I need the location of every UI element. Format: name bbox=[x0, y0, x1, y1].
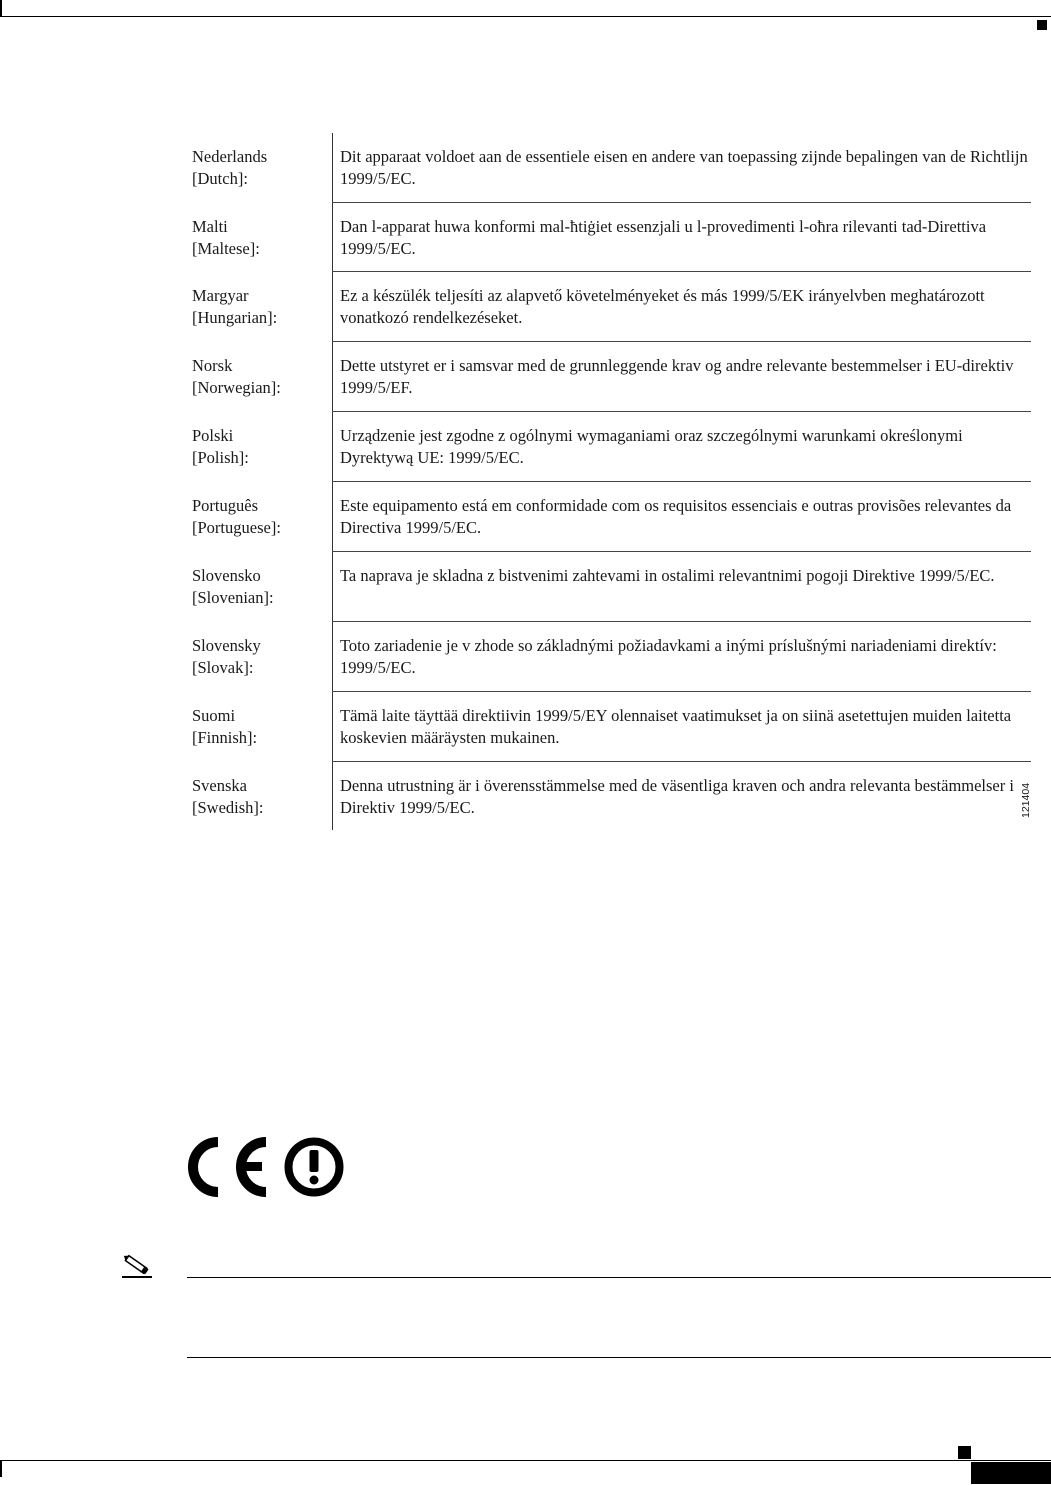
language-name: Svenska bbox=[192, 776, 247, 795]
language-cell bbox=[192, 495, 327, 539]
alert-mark bbox=[289, 1142, 340, 1193]
declaration-text: Ta naprava je skladna z bistvenimi zahtevami in ostalimi relevantnimi pogoji Direktive 1999/5/EC. bbox=[340, 566, 995, 585]
header-rule bbox=[0, 16, 1051, 17]
declaration-row bbox=[190, 342, 1031, 412]
declaration-row bbox=[190, 203, 1031, 272]
language-cell bbox=[192, 705, 327, 749]
language-name: Slovensky bbox=[192, 636, 261, 655]
language-cell bbox=[192, 425, 327, 469]
language-cell bbox=[192, 775, 327, 819]
language-name: Norsk bbox=[192, 356, 233, 375]
language-english: [Finnish]: bbox=[192, 728, 258, 747]
declaration-text: Dit apparaat voldoet aan de essentiele eisen en andere van toepassing zijnde bepalingen van de Richtlijn 1999/5/EC. bbox=[340, 147, 1028, 188]
language-name: Malti bbox=[192, 217, 228, 236]
note-rule-bottom bbox=[187, 1357, 1051, 1358]
language-name: Suomi bbox=[192, 706, 236, 725]
language-english: [Polish]: bbox=[192, 448, 249, 467]
note-pencil-icon bbox=[121, 1253, 155, 1279]
language-cell bbox=[192, 146, 327, 190]
footer-marker bbox=[958, 1446, 971, 1459]
language-name: Polski bbox=[192, 426, 234, 445]
language-name: Slovensko bbox=[192, 566, 261, 585]
language-cell bbox=[192, 216, 327, 260]
declaration-row bbox=[190, 482, 1031, 552]
page-number-tab bbox=[971, 1462, 1051, 1484]
language-english: [Slovak]: bbox=[192, 658, 254, 677]
ce-alert-marks bbox=[188, 1136, 348, 1198]
language-english: [Hungarian]: bbox=[192, 308, 278, 327]
language-english: [Norwegian]: bbox=[192, 378, 281, 397]
figure-id: 121404 bbox=[1020, 782, 1032, 818]
note-rule-top bbox=[187, 1277, 1051, 1278]
declaration-text: Urządzenie jest zgodne z ogólnymi wymaganiami oraz szczególnymi warunkami określonymi Dyrektywą UE: 1999/5/EC. bbox=[340, 426, 963, 467]
declaration-text: Ez a készülék teljesíti az alapvető követelményeket és más 1999/5/EK irányelvben meghatározott vonatkozó rendelkezéseket. bbox=[340, 286, 985, 327]
declaration-text: Este equipamento está em conformidade com os requisitos essenciais e outras provisões relevantes da Directiva 1999/5/EC. bbox=[340, 496, 1012, 537]
language-cell bbox=[192, 355, 327, 399]
declaration-text: Dan l-apparat huwa konformi mal-ħtiġiet essenzjali u l-provedimenti l-oħra rilevanti tad-Direttiva 1999/5/EC. bbox=[340, 217, 987, 258]
header-marker bbox=[1037, 20, 1047, 30]
footer-rule bbox=[0, 1460, 1051, 1461]
declaration-row bbox=[190, 692, 1031, 762]
declaration-row bbox=[190, 272, 1031, 342]
declaration-figure bbox=[190, 133, 1035, 830]
language-name: Margyar bbox=[192, 286, 249, 305]
header-corner-tick bbox=[0, 0, 2, 17]
declaration-row bbox=[190, 622, 1031, 692]
declaration-text: Toto zariadenie je v zhode so základnými požiadavkami a inými príslušnými nariadeniami direktív: 1999/5/EC. bbox=[340, 636, 997, 677]
language-name: Português bbox=[192, 496, 258, 515]
language-english: [Maltese]: bbox=[192, 239, 260, 258]
language-english: [Portuguese]: bbox=[192, 518, 281, 537]
declaration-text: Tämä laite täyttää direktiivin 1999/5/EY olennaiset vaatimukset ja on siinä asetettujen muiden laitetta koskevien määräysten mukainen. bbox=[340, 706, 1012, 747]
declaration-row bbox=[190, 133, 1031, 203]
declaration-text: Dette utstyret er i samsvar med de grunnleggende krav og andre relevante bestemmelser i EU-direktiv 1999/5/EF. bbox=[340, 356, 1014, 397]
declaration-row bbox=[190, 552, 1031, 622]
language-name: Nederlands bbox=[192, 147, 268, 166]
declaration-row bbox=[190, 762, 1031, 830]
language-cell bbox=[192, 635, 327, 679]
language-english: [Slovenian]: bbox=[192, 588, 274, 607]
declaration-row bbox=[190, 412, 1031, 482]
declaration-text: Denna utrustning är i överensstämmelse med de väsentliga kraven och andra relevanta bestämmelser i Direktiv 1999/5/EC. bbox=[340, 776, 1014, 817]
language-english: [Dutch]: bbox=[192, 169, 248, 188]
language-cell bbox=[192, 285, 327, 329]
language-english: [Swedish]: bbox=[192, 798, 264, 817]
language-cell bbox=[192, 565, 327, 609]
ce-mark bbox=[193, 1142, 266, 1192]
footer-corner-tick bbox=[0, 1460, 2, 1477]
